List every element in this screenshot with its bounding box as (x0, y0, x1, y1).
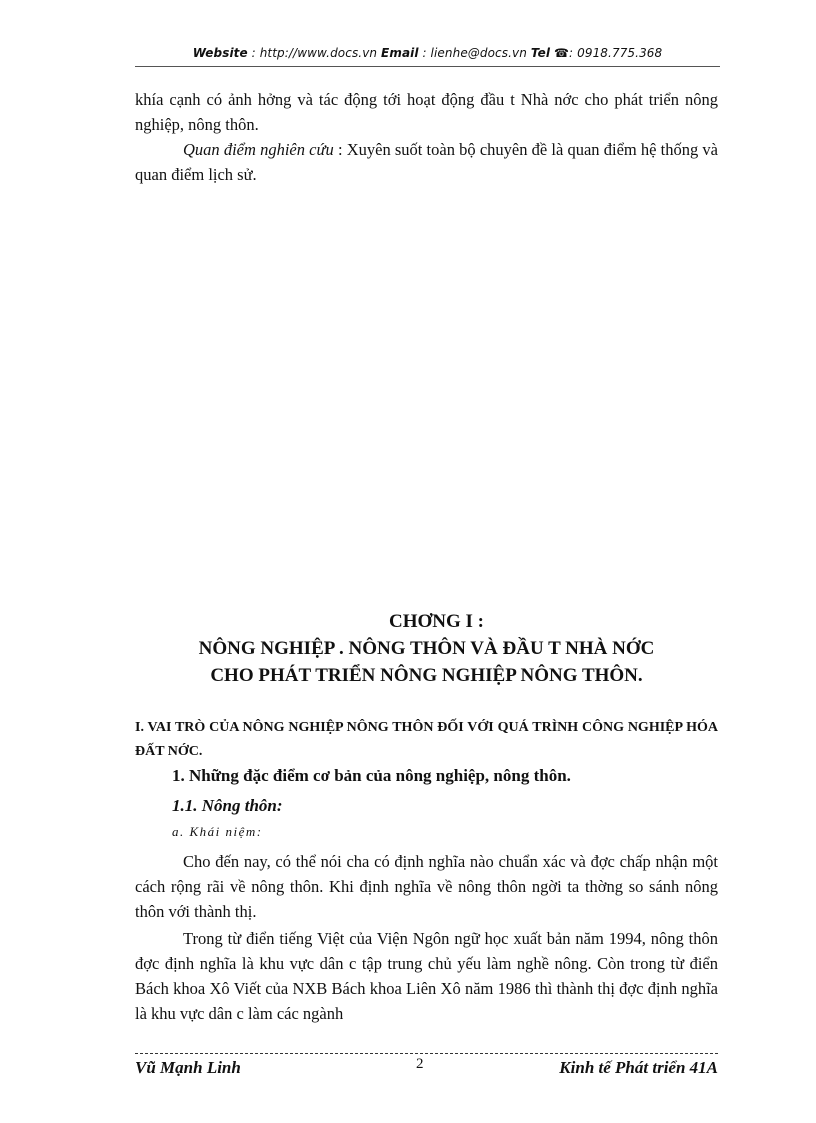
email-label: Email (381, 46, 419, 60)
intro-paragraph-1: khía cạnh có ảnh hởng và tác động tới hoạt động đầu t Nhà nớc cho phát triển nông nghiệp, nông thôn. (135, 90, 718, 134)
body-paragraph-2: Trong từ điển tiếng Việt của Viện Ngôn ngữ học xuất bản năm 1994, nông thôn đợc định nghĩa là khu vực dân c tập trung chủ yếu làm nghề nông. Còn trong từ điển Bách khoa Xô Viết của NXB Bách khoa Liên Xô năm 1986 thì thành thị đợc định nghĩa là khu vực dân c làm các ngành (135, 929, 718, 1023)
phone-icon: ☎ (553, 46, 570, 60)
research-viewpoint-text: : Xuyên suốt toàn bộ chuyên đề là quan điểm hệ thống và quan điểm lịch sử. (135, 140, 718, 184)
email-value: : lienhe@docs.vn (422, 46, 527, 60)
section-heading: I. VAI TRÒ CỦA NÔNG NGHIỆP NÔNG THÔN ĐỐI VỚI QUÁ TRÌNH CÔNG NGHIỆP HÓA ĐẤT NỚC. (135, 720, 718, 759)
website-value: : http://www.docs.vn (251, 46, 378, 60)
chapter-title-line-2: CHO PHÁT TRIỂN NÔNG NGHIỆP NÔNG THÔN. (210, 665, 643, 686)
tel-value: : 0918.775.368 (569, 46, 663, 60)
page-header (135, 46, 720, 60)
page-number: 2 (416, 1056, 424, 1072)
chapter-title (135, 608, 718, 689)
footer-class: Kinh tế Phát triển 41A (559, 1058, 718, 1077)
subsection-heading-1-1: 1.1. Nông thôn: (172, 796, 283, 815)
subsection-heading-1: 1. Những đặc điểm cơ bản của nông nghiệp, nông thôn. (172, 766, 571, 785)
header-divider (135, 66, 720, 67)
chapter-title-line-1: NÔNG NGHIỆP . NÔNG THÔN VÀ ĐẦU T NHÀ NỚC (198, 638, 655, 659)
tel-label: Tel (530, 46, 551, 60)
body-paragraph-1: Cho đến nay, có thể nói cha có định nghĩa nào chuẩn xác và đợc chấp nhận một cách rộng rãi về nông thôn. Khi định nghĩa về nông thôn ngời ta thờng so sánh nông thôn với thành thị. (135, 852, 718, 921)
subsection-heading-a: a. Khái niệm: (172, 824, 263, 839)
website-label: Website (192, 46, 248, 60)
footer-divider (135, 1053, 718, 1054)
chapter-number: CHƠNG I : (389, 611, 484, 632)
research-viewpoint-label: Quan điểm nghiên cứu (183, 140, 334, 159)
footer-author: Vũ Mạnh Linh (135, 1058, 241, 1077)
intro-paragraph-2 (135, 137, 718, 187)
